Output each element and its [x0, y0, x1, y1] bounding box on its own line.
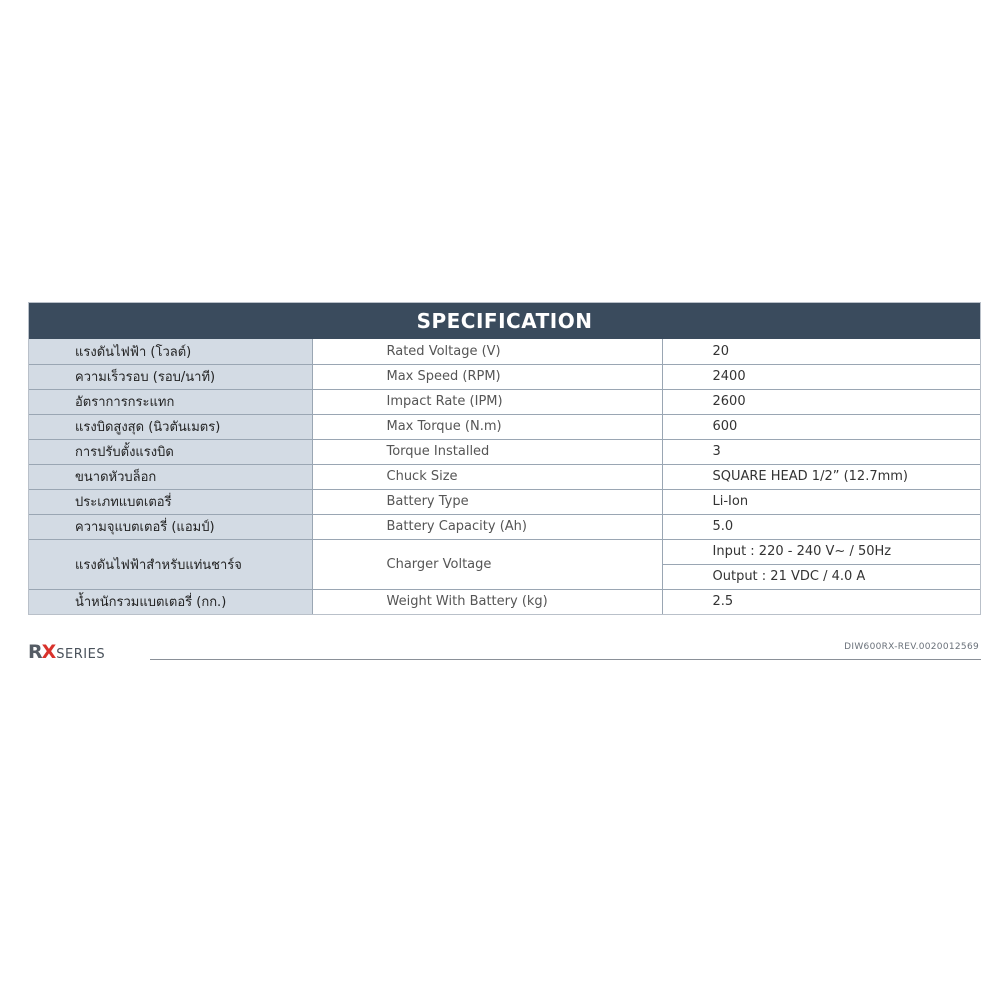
table-row	[29, 514, 980, 539]
spec-thai-label: อัตราการกระแทก	[29, 389, 312, 414]
spec-value: 2400	[662, 364, 980, 389]
logo-r-letter: R	[28, 641, 42, 663]
spec-english-label: Weight With Battery (kg)	[312, 589, 662, 614]
table-row	[29, 464, 980, 489]
table-row-charger	[29, 539, 980, 564]
spec-thai-label: การปรับตั้งแรงบิด	[29, 439, 312, 464]
table-row	[29, 389, 980, 414]
logo-series-text: SERIES	[56, 647, 106, 662]
table-row	[29, 339, 980, 364]
spec-english-label: Rated Voltage (V)	[312, 339, 662, 364]
charger-input-value: Input : 220 - 240 V~ / 50Hz	[662, 539, 980, 564]
rx-series-logo	[28, 640, 105, 664]
spec-thai-label: ความจุแบตเตอรี่ (แอมป์)	[29, 514, 312, 539]
spec-grid	[29, 339, 980, 614]
spec-value: 600	[662, 414, 980, 439]
spec-english-label: Impact Rate (IPM)	[312, 389, 662, 414]
spec-thai-label: แรงดันไฟฟ้าสำหรับแท่นชาร์จ	[29, 539, 312, 589]
spec-value: SQUARE HEAD 1/2” (12.7mm)	[662, 464, 980, 489]
spec-english-label: Chuck Size	[312, 464, 662, 489]
spec-thai-label: ประเภทแบตเตอรี่	[29, 489, 312, 514]
spec-thai-label: แรงดันไฟฟ้า (โวลต์)	[29, 339, 312, 364]
spec-english-label: Torque Installed	[312, 439, 662, 464]
spec-thai-label: แรงบิดสูงสุด (นิวตันเมตร)	[29, 414, 312, 439]
table-row	[29, 589, 980, 614]
table-row	[29, 364, 980, 389]
spec-english-label: Charger Voltage	[312, 539, 662, 589]
spec-thai-label: น้ำหนักรวมแบตเตอรี่ (กก.)	[29, 589, 312, 614]
charger-output-value: Output : 21 VDC / 4.0 A	[662, 564, 980, 589]
spec-thai-label: ขนาดหัวบล็อก	[29, 464, 312, 489]
specification-table	[28, 302, 981, 615]
document-code: DIW600RX-REV.0020012569	[844, 642, 979, 652]
spec-value: 2.5	[662, 589, 980, 614]
footer-divider	[150, 659, 981, 660]
spec-english-label: Battery Capacity (Ah)	[312, 514, 662, 539]
spec-english-label: Max Speed (RPM)	[312, 364, 662, 389]
spec-value: Li-Ion	[662, 489, 980, 514]
footer	[28, 640, 981, 664]
table-row	[29, 489, 980, 514]
spec-thai-label: ความเร็วรอบ (รอบ/นาที)	[29, 364, 312, 389]
spec-english-label: Battery Type	[312, 489, 662, 514]
table-row	[29, 439, 980, 464]
spec-value: 20	[712, 343, 730, 359]
spec-value: 5.0	[662, 514, 980, 539]
spec-value: 2600	[662, 389, 980, 414]
spec-english-label: Max Torque (N.m)	[312, 414, 662, 439]
table-row	[29, 414, 980, 439]
spec-value: 3	[662, 439, 980, 464]
logo-x-letter: X	[41, 641, 56, 663]
specification-title: SPECIFICATION	[29, 303, 980, 339]
